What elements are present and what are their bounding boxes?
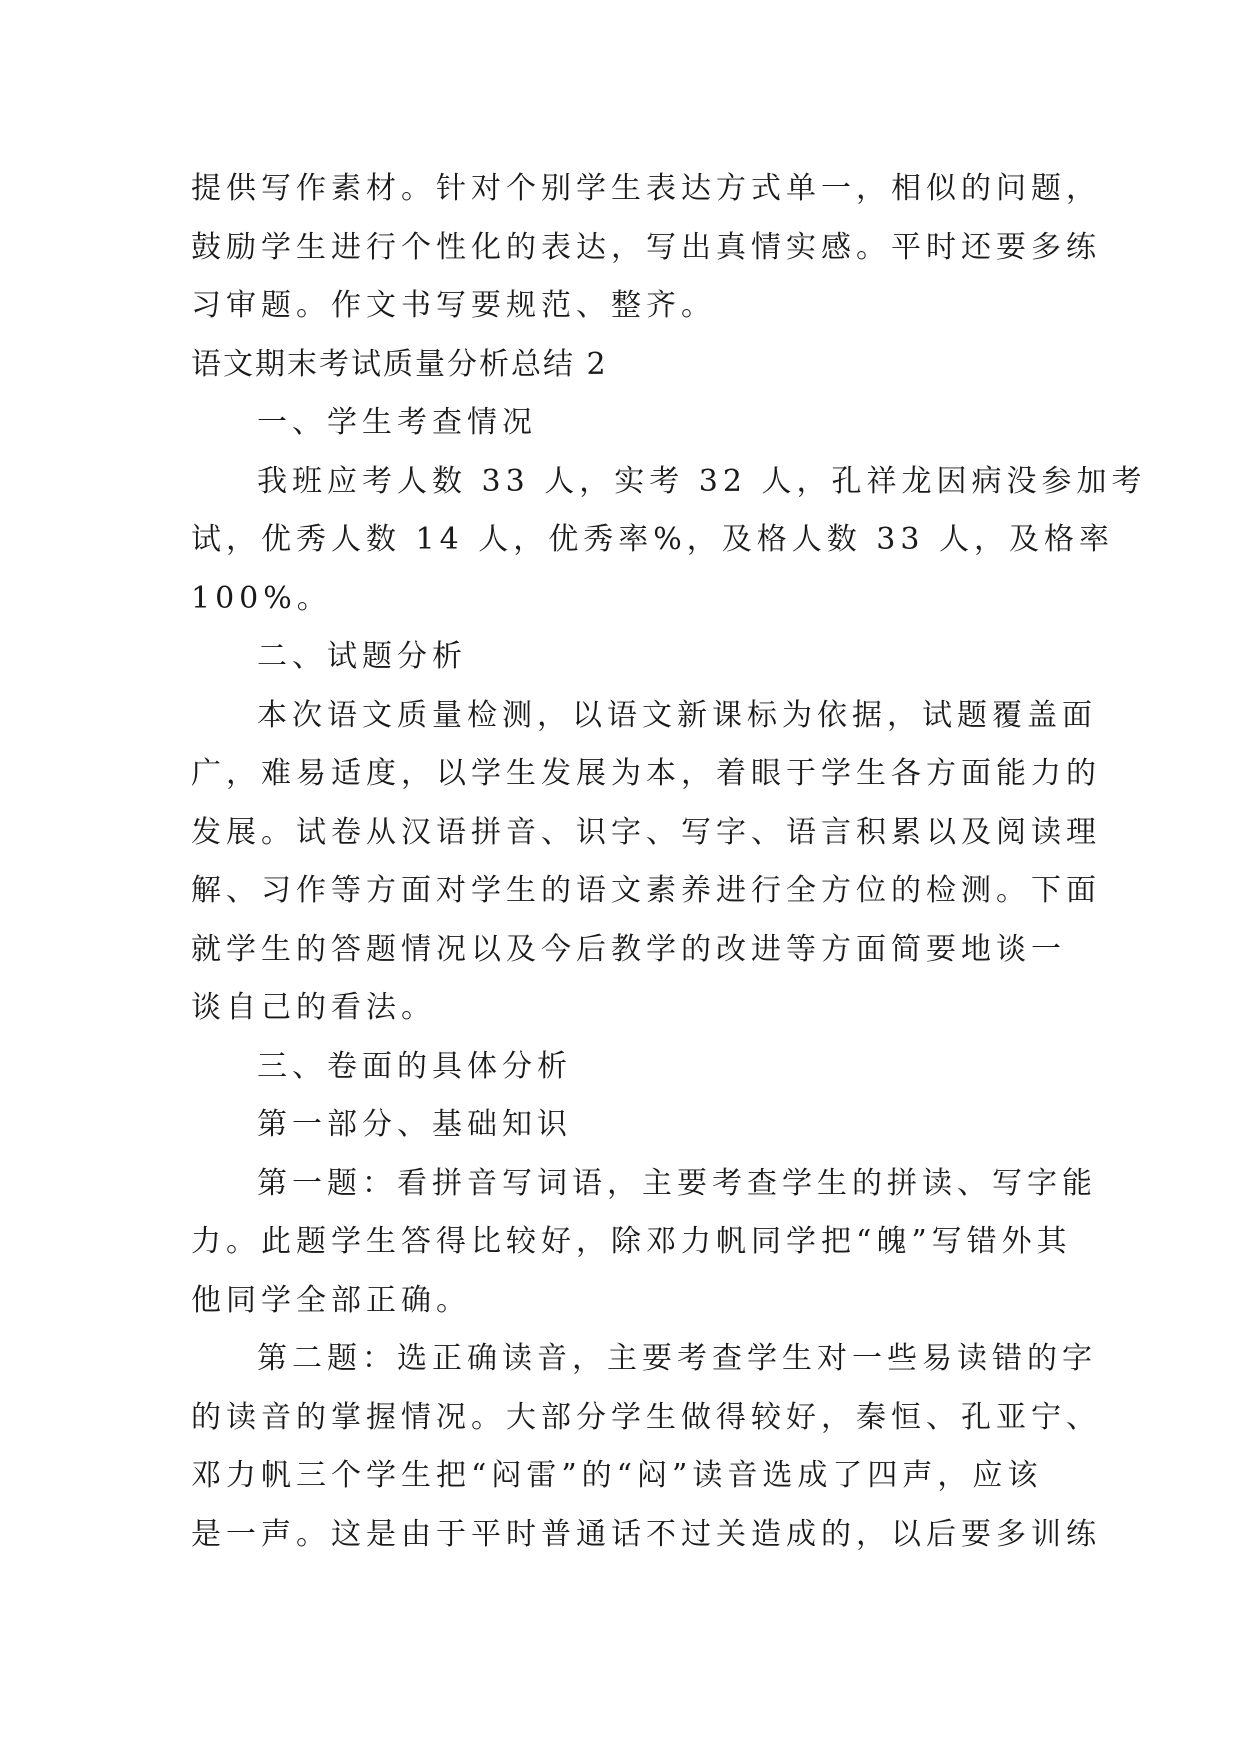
document-body bbox=[191, 160, 1147, 1564]
text-line: 解、习作等方面对学生的语文素养进行全方位的检测。下面 bbox=[191, 873, 1101, 908]
section-heading: 一、学生考查情况 bbox=[257, 405, 537, 440]
text-line: 发展。试卷从汉语拼音、识字、写字、语言积累以及阅读理 bbox=[191, 814, 1101, 850]
text-line: 就学生的答题情况以及今后教学的改进等方面简要地谈一 bbox=[191, 931, 1066, 967]
text-line: 提供写作素材。针对个别学生表达方式单一，相似的问题， bbox=[191, 171, 1101, 206]
text-line: 的读音的掌握情况。大部分学生做得较好，秦恒、孔亚宁、 bbox=[191, 1399, 1101, 1435]
section-title: 语文期末考试质量分析总结 2 bbox=[191, 346, 608, 382]
text-line: 100%。 bbox=[191, 580, 332, 616]
section-heading: 三、卷面的具体分析 bbox=[257, 1048, 572, 1084]
text-line: 力。此题学生答得比较好，除邓力帆同学把“魄”写错外其 bbox=[191, 1224, 1072, 1259]
text-line: 习审题。作文书写要规范、整齐。 bbox=[191, 288, 716, 323]
text-line: 试，优秀人数 14 人，优秀率%，及格人数 33 人，及格率 bbox=[191, 522, 1114, 557]
section-heading: 二、试题分析 bbox=[257, 639, 467, 674]
text-line: 第一题：看拼音写词语，主要考查学生的拼读、写字能 bbox=[257, 1165, 1097, 1201]
text-line: 是一声。这是由于平时普通话不过关造成的，以后要多训练 bbox=[191, 1516, 1101, 1552]
text-line: 谈自己的看法。 bbox=[191, 990, 436, 1025]
text-line: 本次语文质量检测，以语文新课标为依据，试题覆盖面 bbox=[257, 697, 1097, 733]
text-line: 广，难易适度，以学生发展为本，着眼于学生各方面能力的 bbox=[191, 756, 1101, 791]
text-line: 我班应考人数 33 人，实考 32 人，孔祥龙因病没参加考 bbox=[257, 463, 1147, 499]
section-heading: 第一部分、基础知识 bbox=[257, 1107, 572, 1142]
text-line: 鼓励学生进行个性化的表达，写出真情实感。平时还要多练 bbox=[191, 229, 1101, 265]
text-line: 第二题：选正确读音，主要考查学生对一些易读错的字 bbox=[257, 1341, 1097, 1376]
text-line: 邓力帆三个学生把“闷雷”的“闷”读音选成了四声，应该 bbox=[191, 1458, 1043, 1493]
text-line: 他同学全部正确。 bbox=[191, 1282, 471, 1318]
